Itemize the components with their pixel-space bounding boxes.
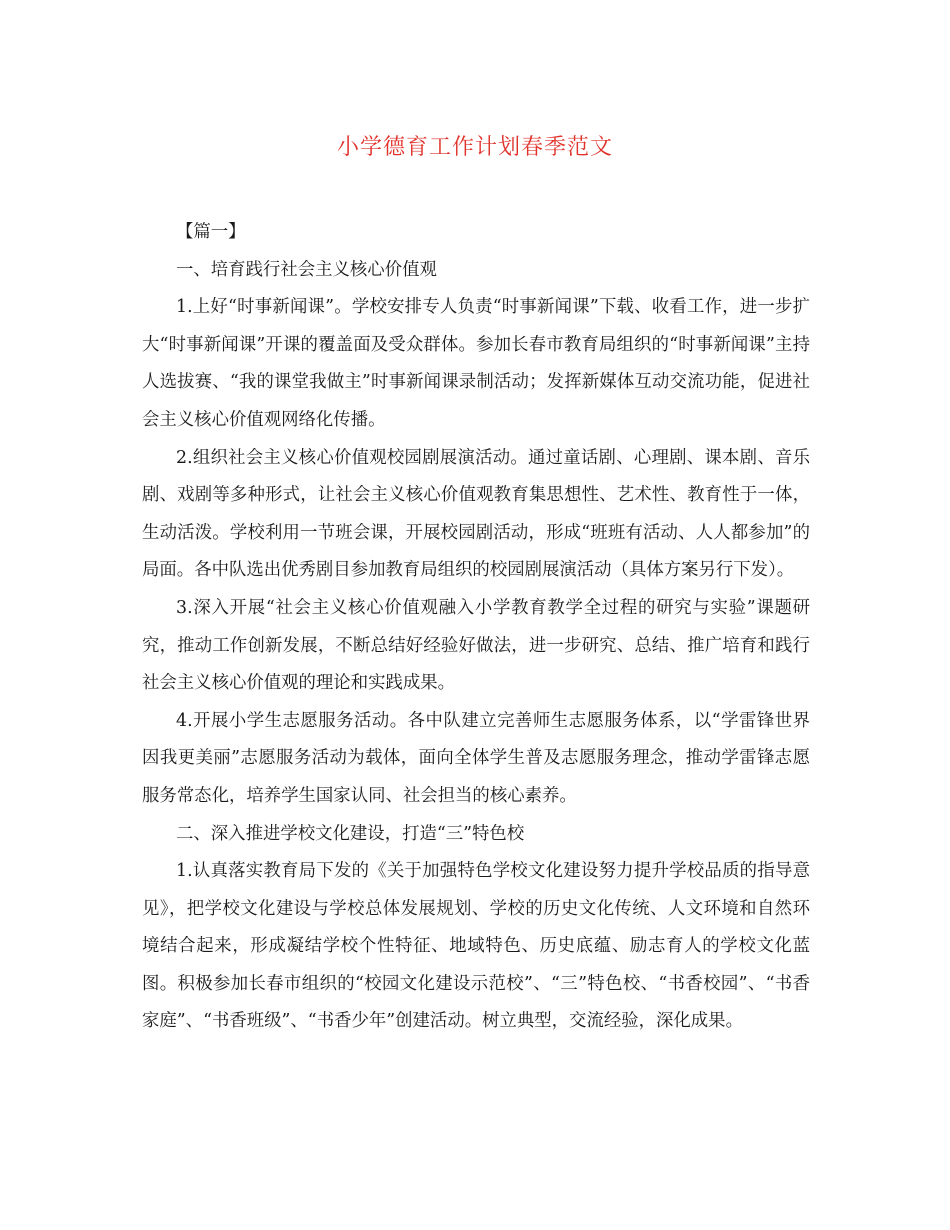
paragraph-1-4: 4.开展小学生志愿服务活动。各中队建立完善师生志愿服务体系，以“学雷锋世界因我更美丽”志愿服务活动为载体，面向全体学生普及志愿服务理念，推动学雷锋志愿服务常态化，培养学生国家认同、社会担当的核心素养。	[142, 710, 810, 806]
document-title: 小学德育工作计划春季范文	[336, 135, 613, 160]
paragraph-1-3: 3.深入开展“社会主义核心价值观融入小学教育教学全过程的研究与实验”课题研究，推动工作创新发展，不断总结好经验好做法，进一步研究、总结、推广培育和践行社会主义核心价值观的理论和实践成果。	[142, 597, 810, 694]
section-heading-2: 二、深入推进学校文化建设，打造“三”特色校	[176, 823, 525, 844]
document-body	[142, 214, 810, 1041]
part-label: 【篇一】	[176, 222, 246, 242]
section-heading-1: 一、培育践行社会主义核心价值观	[176, 259, 437, 280]
paragraph-1-2: 2.组织社会主义核心价值观校园剧展演活动。通过童话剧、心理剧、课本剧、音乐剧、戏剧等多种形式，让社会主义核心价值观教育集思想性、艺术性、教育性于一体，生动活泼。学校利用一节班会课，开展校园剧活动，形成“班班有活动、人人都参加”的局面。各中队选出优秀剧目参加教育局组织的校园剧展演活动（具体方案另行下发）。	[142, 447, 810, 581]
paragraph-1-1: 1.上好“时事新闻课”。学校安排专人负责“时事新闻课”下载、收看工作，进一步扩大“时事新闻课”开课的覆盖面及受众群体。参加长春市教育局组织的“时事新闻课”主持人选拔赛、“我的课堂我做主”时事新闻课录制活动；发挥新媒体互动交流功能，促进社会主义核心价值观网络化传播。	[142, 297, 810, 430]
paragraph-2-1: 1.认真落实教育局下发的《关于加强特色学校文化建设努力提升学校品质的指导意见》，把学校文化建设与学校总体发展规划、学校的历史文化传统、人文环境和自然环境结合起来，形成凝结学校个性特征、地域特色、历史底蕴、励志育人的学校文化蓝图。积极参加长春市组织的“校园文化建设示范校”、“三”特色校、“书香校园”、“书香家庭”、“书香班级”、“书香少年”创建活动。树立典型，交流经验，深化成果。	[142, 861, 810, 1032]
